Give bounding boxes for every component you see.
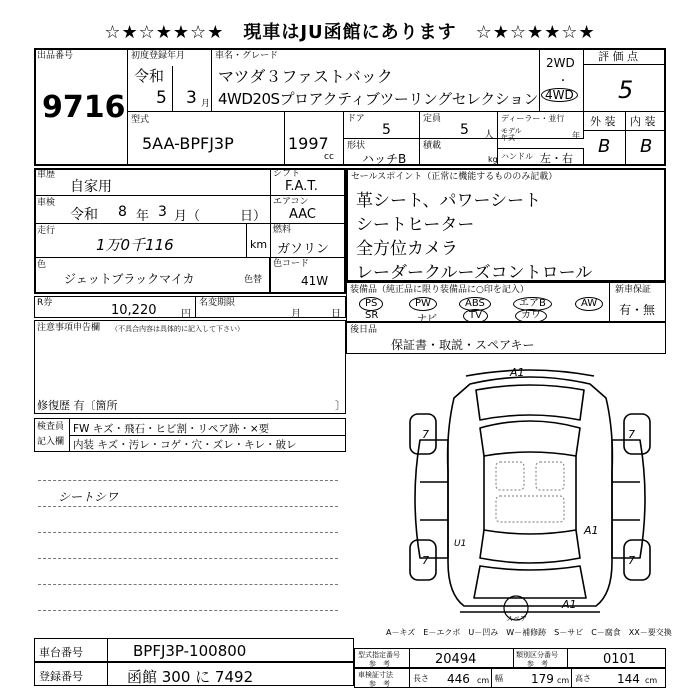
divider [409, 669, 410, 687]
load-unit: kg [488, 155, 498, 164]
check-block [34, 418, 346, 452]
check-label-1: 検査員 [37, 422, 65, 432]
model-label: 型式 [131, 115, 150, 125]
equip-sr: SR [365, 310, 379, 321]
aircon-label: エアコン [273, 197, 309, 207]
divider [107, 663, 108, 685]
load-label: 積載 [423, 141, 442, 151]
fuel-value: ガソリン [277, 242, 330, 257]
length-unit: cm [477, 676, 490, 685]
name-change-label: 名変期限 [199, 298, 236, 308]
drive-2wd: 2WD [546, 56, 575, 70]
recycle-unit: 円 [181, 309, 191, 320]
displacement-unit: cc [324, 152, 334, 162]
check-row-1: FW キズ・飛石・ヒビ割・リペア跡・×要 [73, 423, 270, 435]
divider [498, 148, 584, 149]
shift-cell [271, 168, 345, 196]
car-name-line2: 4WD20Sプロアクティブツーリングセレクション [218, 90, 538, 108]
color-code-label: 色コード [273, 259, 310, 269]
divider [609, 283, 610, 321]
load-cell [420, 139, 498, 166]
type-designation-value: 20494 [435, 652, 477, 667]
lot-label: 出品番号 [37, 51, 74, 61]
recycle-label: R券 [37, 298, 53, 308]
attachments-label: 後日品 [350, 325, 378, 335]
history-row [34, 168, 270, 196]
divider [491, 669, 492, 687]
mark-7-rear-right: 7 [628, 554, 635, 567]
notes-label: 注意事項申告欄 [37, 323, 101, 333]
divider [246, 224, 247, 258]
recycle-block [34, 296, 346, 318]
damage-legend: A－キズ E－エクボ U－凹み W－補修跡 S－サビ C－腐食 XX－要交換 [386, 628, 672, 637]
chassis-value: BPFJ3P-100800 [133, 642, 247, 660]
shape-value: ハッチB [362, 152, 407, 166]
drive-cell [540, 48, 584, 112]
height-label: 高さ [575, 674, 591, 683]
name-change-day: 日 [331, 309, 341, 320]
shift-value: F.A.T. [285, 179, 318, 194]
ext-int-cell [584, 112, 666, 166]
displacement-value: 1997 [288, 134, 329, 153]
dims-sub: 参 考 [369, 680, 390, 688]
check-row-2: 内装 キズ・汚レ・コゲ・穴・ズレ・キレ・破レ [73, 439, 297, 451]
mark-7-front-right: 7 [628, 428, 635, 441]
equipment-label: 装備品（純正品に限り装備品に○印を記入） [350, 285, 529, 295]
rating-value: 5 [618, 76, 634, 104]
color-row [34, 258, 270, 294]
sales-point-4: レーダークルーズコントロール [356, 263, 593, 283]
color-label: 色 [37, 260, 47, 270]
notes-repair: 修復歴 有〔箇所 [37, 399, 118, 412]
divider [195, 297, 196, 317]
category-label: 類別区分番号 [516, 651, 558, 659]
inspection-month-unit: 月（ [174, 209, 201, 224]
doors-value: 5 [382, 122, 391, 138]
divider [567, 649, 568, 667]
first-reg-month: 3 [186, 88, 197, 108]
divider [172, 66, 173, 112]
first-reg-year: 5 [156, 88, 167, 108]
banner: ☆★☆★★☆★ 現車はJU函館にあります ☆★☆★★☆★ [104, 22, 596, 43]
mark-a1-rear: A1 [562, 598, 577, 611]
inspector-notes [34, 456, 346, 626]
sales-block [346, 168, 666, 282]
inspection-label: 車検 [37, 198, 56, 208]
name-change-month: 月 [291, 309, 301, 320]
car-name-line1: マツダ３ファストバック [218, 67, 393, 86]
first-reg-cell [128, 48, 212, 112]
plate-row [34, 662, 354, 686]
dims-label: 車検証寸法 [358, 671, 393, 679]
equip-pw: PW [409, 297, 437, 311]
type-designation-label: 型式指定番号 [358, 651, 400, 659]
warranty-label: 新車保証 [615, 285, 652, 295]
check-label-2: 記入欄 [37, 437, 65, 447]
car-name-label: 車名・グレード [215, 51, 279, 61]
mark-spare: スペア [506, 615, 527, 623]
length-value: 446 [447, 672, 470, 686]
color-change-label: 色替 [244, 275, 263, 285]
color-code-cell [271, 258, 345, 294]
int-value: B [640, 136, 653, 157]
history-label: 車歴 [37, 170, 56, 180]
mileage-row [34, 224, 270, 258]
lot-cell [34, 48, 128, 166]
shift-label: シフト [273, 169, 301, 179]
equip-tv: TV [463, 309, 488, 323]
model-year-label: モデル年式 [501, 127, 522, 142]
divider [409, 649, 410, 667]
history-value: 自家用 [70, 179, 112, 195]
divider [107, 639, 108, 661]
ext-label: 外 装 [590, 115, 616, 128]
height-value: 144 [617, 672, 640, 686]
car-damage-diagram [400, 362, 660, 624]
chassis-row [34, 638, 354, 662]
capacity-unit: 人 [484, 130, 494, 141]
doors-label: ドア [347, 114, 365, 124]
model-year-unit: 年 [572, 131, 580, 140]
warranty-value: 有・無 [619, 303, 656, 317]
color-code-value: 41W [301, 274, 329, 288]
doors-cell [344, 112, 420, 139]
divider [625, 112, 626, 166]
category-value: 0101 [603, 652, 637, 667]
equip-ps: PS [359, 297, 383, 311]
category-sub: 参 考 [527, 660, 548, 668]
model-cell [128, 112, 344, 166]
plate-label: 登録番号 [39, 670, 83, 683]
rating-cell [584, 48, 666, 112]
attachments-block [346, 322, 666, 354]
mark-7-rear-left: 7 [422, 554, 429, 567]
aircon-value: AAC [289, 207, 316, 222]
ext-value: B [598, 136, 611, 157]
sales-point-1: 革シート、パワーシート [356, 191, 542, 211]
handle-cell [498, 148, 584, 166]
codes-row [354, 648, 666, 668]
shape-label: 形状 [347, 141, 366, 151]
drive-4wd: 4WD [541, 88, 578, 102]
inspection-year: 8 [118, 204, 127, 220]
capacity-label: 定員 [423, 114, 442, 124]
sales-point-3: 全方位カメラ [356, 239, 458, 259]
car-name-cell [212, 48, 540, 112]
notes-block [34, 320, 346, 414]
first-reg-month-unit: 月 [201, 99, 211, 109]
width-value: 179 [531, 672, 554, 686]
mark-a1-side: A1 [584, 524, 599, 537]
shape-cell [344, 139, 420, 166]
mark-u1: U1 [454, 539, 467, 549]
handle-value: 左・右 [540, 152, 573, 165]
divider [584, 64, 666, 65]
sales-point-2: シートヒーター [356, 215, 475, 235]
equip-navi: ナビ [417, 314, 437, 325]
capacity-value: 5 [460, 122, 469, 138]
attachments-value: 保証書・取説・スペアキー [391, 338, 535, 352]
equip-abs: ABS [459, 297, 491, 311]
divider [284, 112, 285, 166]
width-label: 幅 [495, 674, 503, 683]
notes-repair-close: 〕 [335, 399, 346, 412]
equip-airbag: エアB [513, 297, 552, 311]
inspection-day-unit: 日） [240, 209, 267, 224]
dealer-label: ディーラー・並行 [501, 114, 565, 123]
width-unit: cm [557, 676, 570, 685]
inspector-note: シートシワ [58, 490, 119, 504]
color-value: ジェットブラックマイカ [64, 272, 195, 286]
mileage-unit: km [250, 238, 268, 251]
lot-number: 9716 [42, 90, 126, 125]
mileage-value: 1万0千116 [96, 236, 174, 254]
shift-col [270, 168, 346, 294]
equip-leather: カワ [515, 309, 547, 323]
inspection-year-unit: 年 [136, 209, 150, 224]
fuel-label: 燃料 [273, 225, 292, 235]
inspection-month: 3 [158, 204, 167, 220]
model-year-cell [498, 126, 584, 140]
type-designation-sub: 参 考 [369, 660, 390, 668]
plate-value: 函館 300 に 7492 [127, 668, 254, 686]
int-label: 内 装 [630, 115, 656, 128]
mark-a1-top: A1 [510, 366, 525, 379]
first-reg-label: 初度登録年月 [131, 51, 186, 61]
dimensions-row [354, 668, 666, 688]
drive-dot: ・ [558, 76, 568, 87]
notes-sub: （不具合内容は具体的に記入して下さい） [111, 325, 244, 333]
sales-label: セールスポイント（正常に機能するもののみ記載） [351, 172, 558, 182]
chassis-label: 車台番号 [39, 646, 83, 659]
equip-aw: AW [575, 297, 603, 311]
length-label: 長さ [413, 674, 429, 683]
inspection-era: 令和 [70, 207, 98, 223]
fuel-cell [271, 224, 345, 258]
mark-7-front-left: 7 [422, 428, 429, 441]
handle-label: ハンドル [501, 152, 533, 161]
equipment-block [346, 282, 666, 325]
model-value: 5AA-BPFJ3P [142, 134, 234, 153]
first-reg-era: 令和 [134, 67, 165, 85]
divider [571, 669, 572, 687]
mileage-label: 走行 [37, 226, 56, 236]
inspection-row [34, 196, 270, 224]
height-unit: cm [645, 676, 658, 685]
capacity-cell [420, 112, 498, 139]
aircon-cell [271, 196, 345, 224]
divider [513, 649, 514, 667]
recycle-value: 10,220 [111, 303, 157, 318]
rating-label: 評 価 点 [598, 50, 638, 63]
